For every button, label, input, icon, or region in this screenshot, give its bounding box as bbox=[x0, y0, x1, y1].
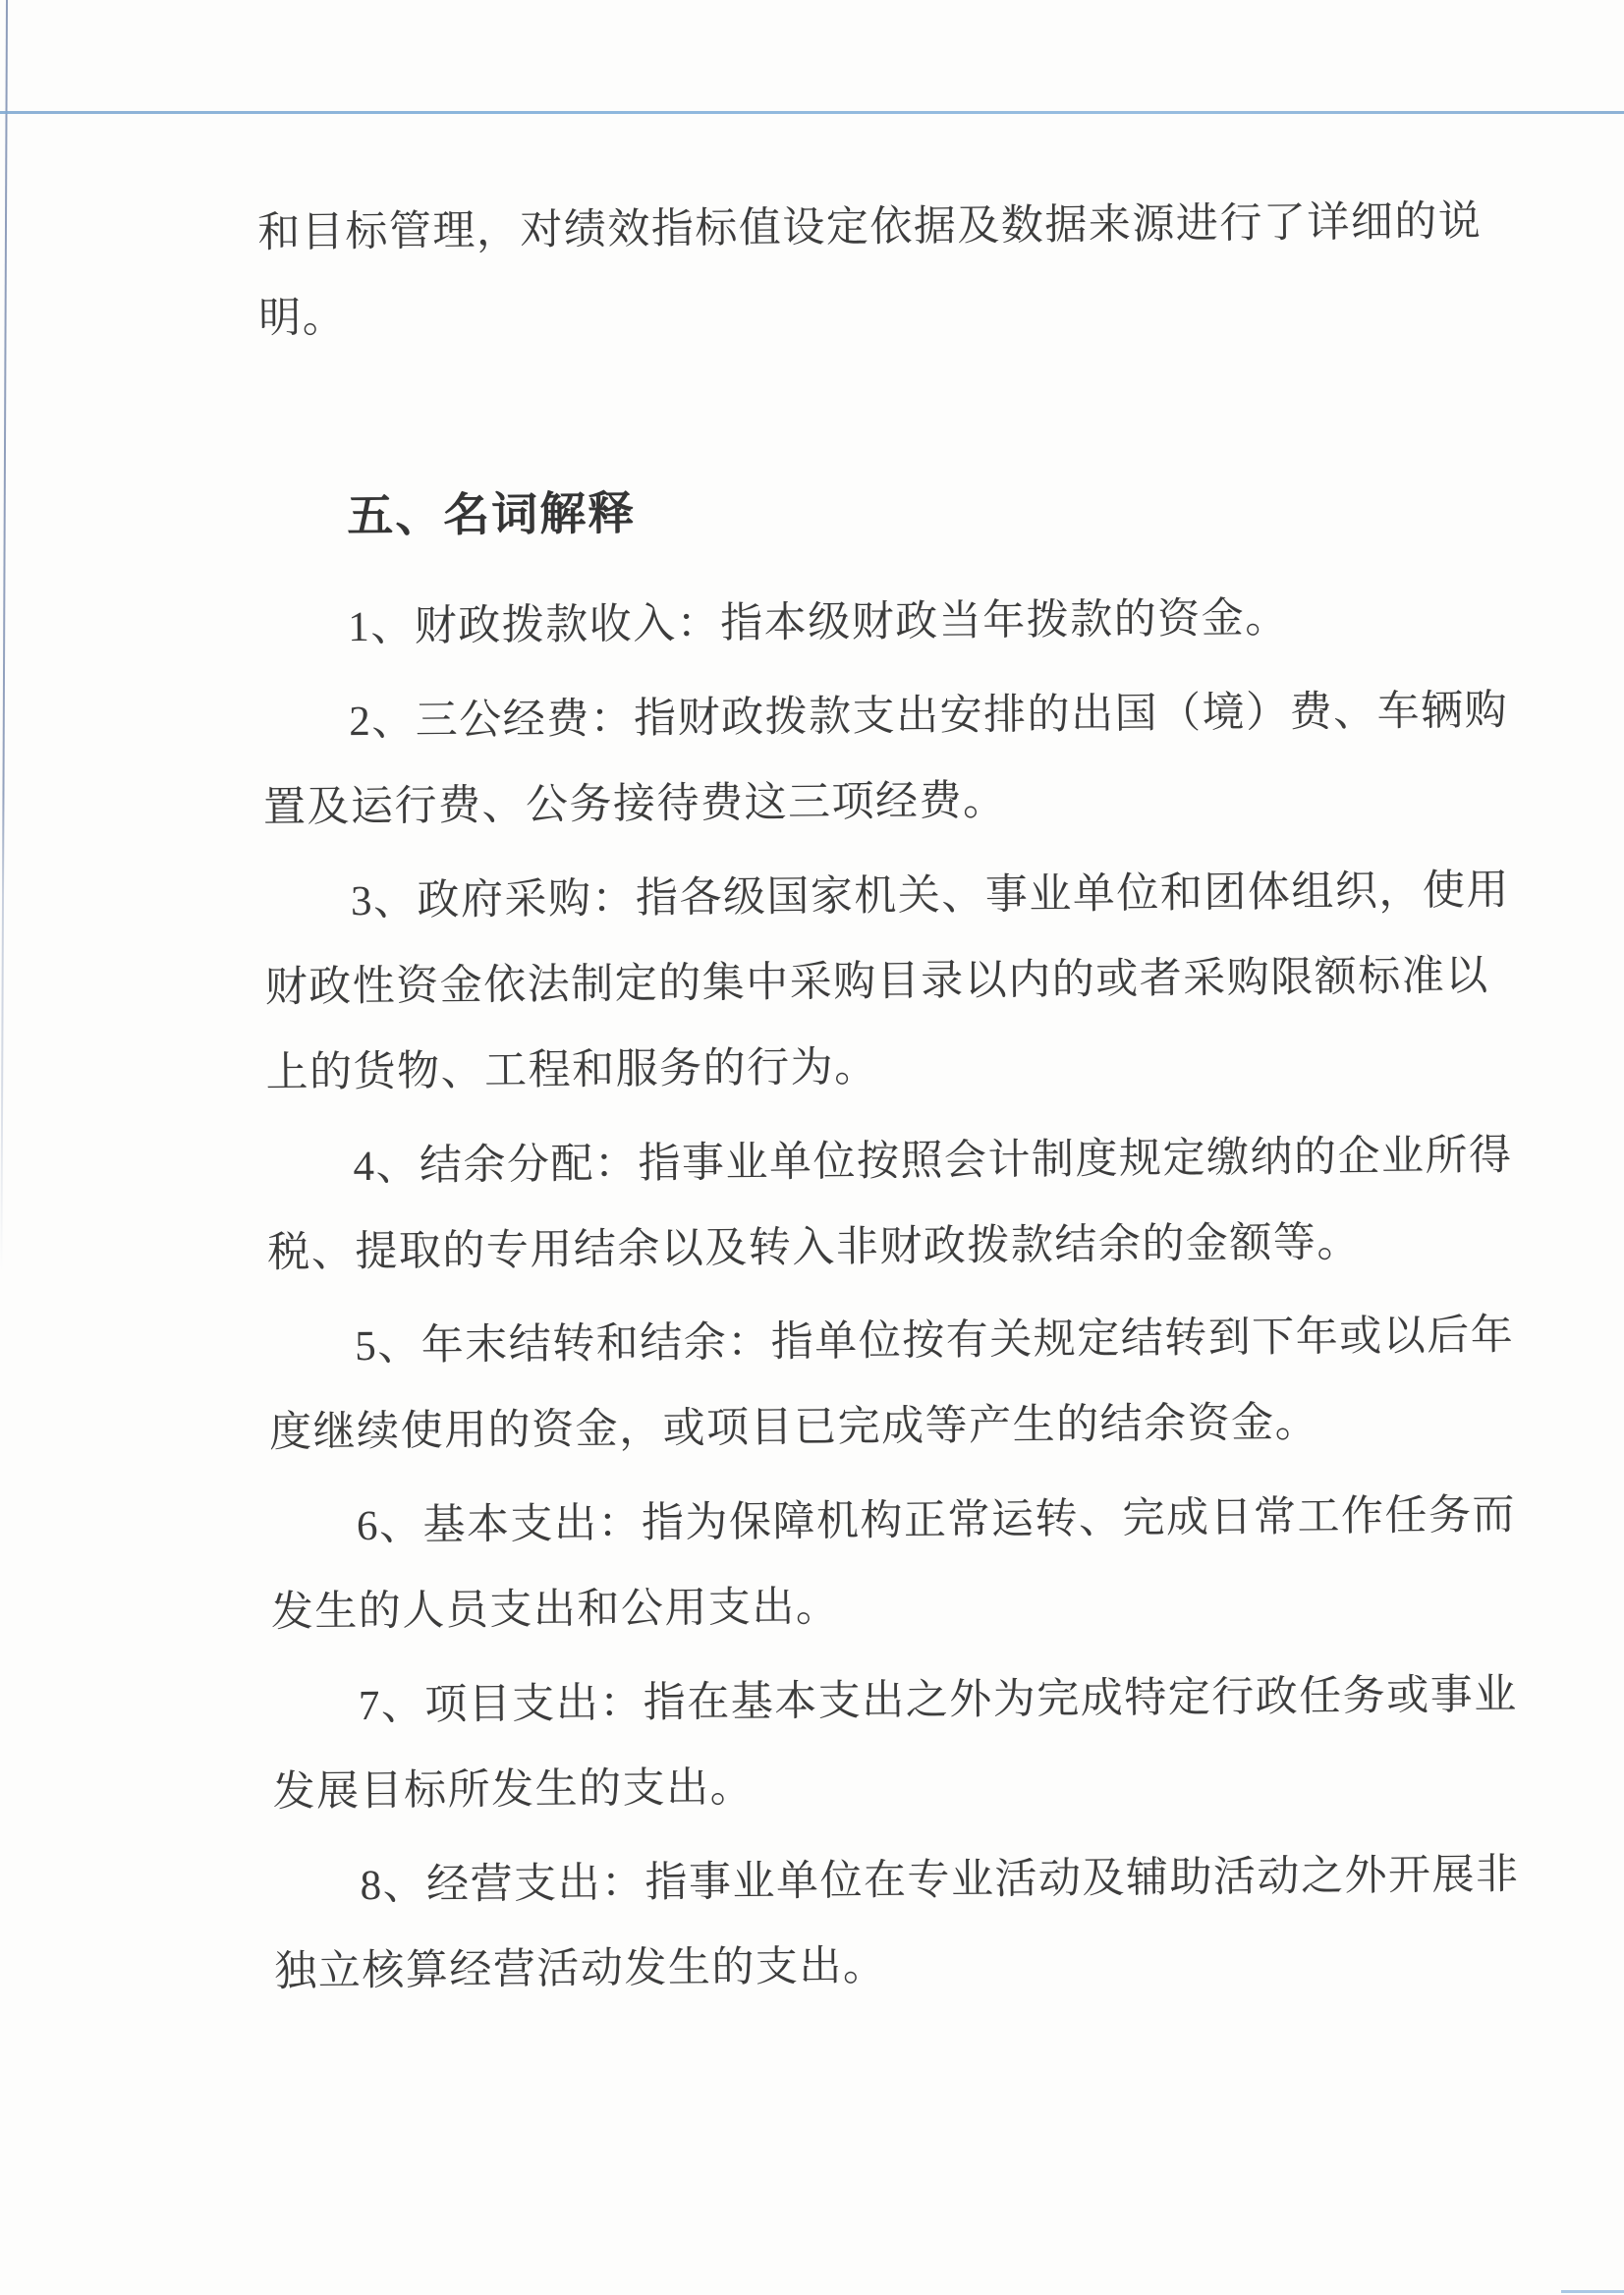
term-line: 财政性资金依法制定的集中采购目录以内的或者采购限额标准以 bbox=[264, 953, 1489, 1011]
page-bottom-right-scan-mark bbox=[1561, 2290, 1624, 2293]
term-line: 发展目标所发生的支出。 bbox=[272, 1764, 755, 1816]
term-line: 度继续使用的资金，或项目已完成等产生的结余资金。 bbox=[268, 1399, 1319, 1456]
term-line: 税、提取的专用结余以及转入非财政拨款结余的金额等。 bbox=[267, 1219, 1362, 1276]
term-line: 6、基本支出：指为保障机构正常运转、完成日常工作任务而 bbox=[356, 1491, 1517, 1550]
glossary-terms bbox=[261, 574, 1518, 2015]
page-left-edge-scan-line bbox=[0, 0, 8, 1444]
term-paragraph-4 bbox=[266, 1113, 1511, 1296]
term-line: 发生的人员支出和公用支出。 bbox=[270, 1584, 840, 1636]
page-top-blue-rule bbox=[0, 111, 1624, 114]
term-paragraph-7 bbox=[271, 1652, 1516, 1835]
intro-line: 明。 bbox=[258, 295, 347, 342]
term-line: 7、项目支出：指在基本支出之外为完成特定行政任务或事业 bbox=[358, 1671, 1518, 1730]
term-paragraph-5 bbox=[268, 1293, 1513, 1476]
intro-paragraph bbox=[257, 179, 1502, 362]
intro-line: 和目标管理，对绩效指标值设定依据及数据来源进行了详细的说 bbox=[257, 198, 1483, 256]
term-line: 8、经营支出：指事业单位在专业活动及辅助活动之外开展非 bbox=[360, 1851, 1520, 1910]
term-paragraph-1 bbox=[261, 574, 1505, 671]
term-line: 置及运行费、公务接待费这三项经费。 bbox=[262, 777, 1007, 831]
term-paragraph-8 bbox=[273, 1832, 1518, 2015]
section-heading: 五、名词解释 bbox=[346, 486, 637, 542]
term-line: 上的货物、工程和服务的行为。 bbox=[265, 1043, 878, 1096]
term-line: 3、政府采购：指各级国家机关、事业单位和团体组织，使用 bbox=[350, 867, 1511, 925]
term-line: 独立核算经营活动发生的支出。 bbox=[274, 1942, 887, 1995]
term-line: 4、结余分配：指事业单位按照会计制度规定缴纳的企业所得 bbox=[353, 1132, 1513, 1191]
term-line: 5、年末结转和结余：指单位按有关规定结转到下年或以后年 bbox=[355, 1312, 1515, 1371]
document-body bbox=[257, 179, 1518, 2024]
term-paragraph-2 bbox=[262, 668, 1507, 851]
term-paragraph-6 bbox=[270, 1473, 1515, 1655]
term-line: 1、财政拨款收入：指本级财政当年拨款的资金。 bbox=[348, 594, 1289, 651]
term-line: 2、三公经费：指财政拨款支出安排的出国（境）费、车辆购 bbox=[348, 687, 1509, 746]
term-paragraph-3 bbox=[264, 848, 1509, 1116]
